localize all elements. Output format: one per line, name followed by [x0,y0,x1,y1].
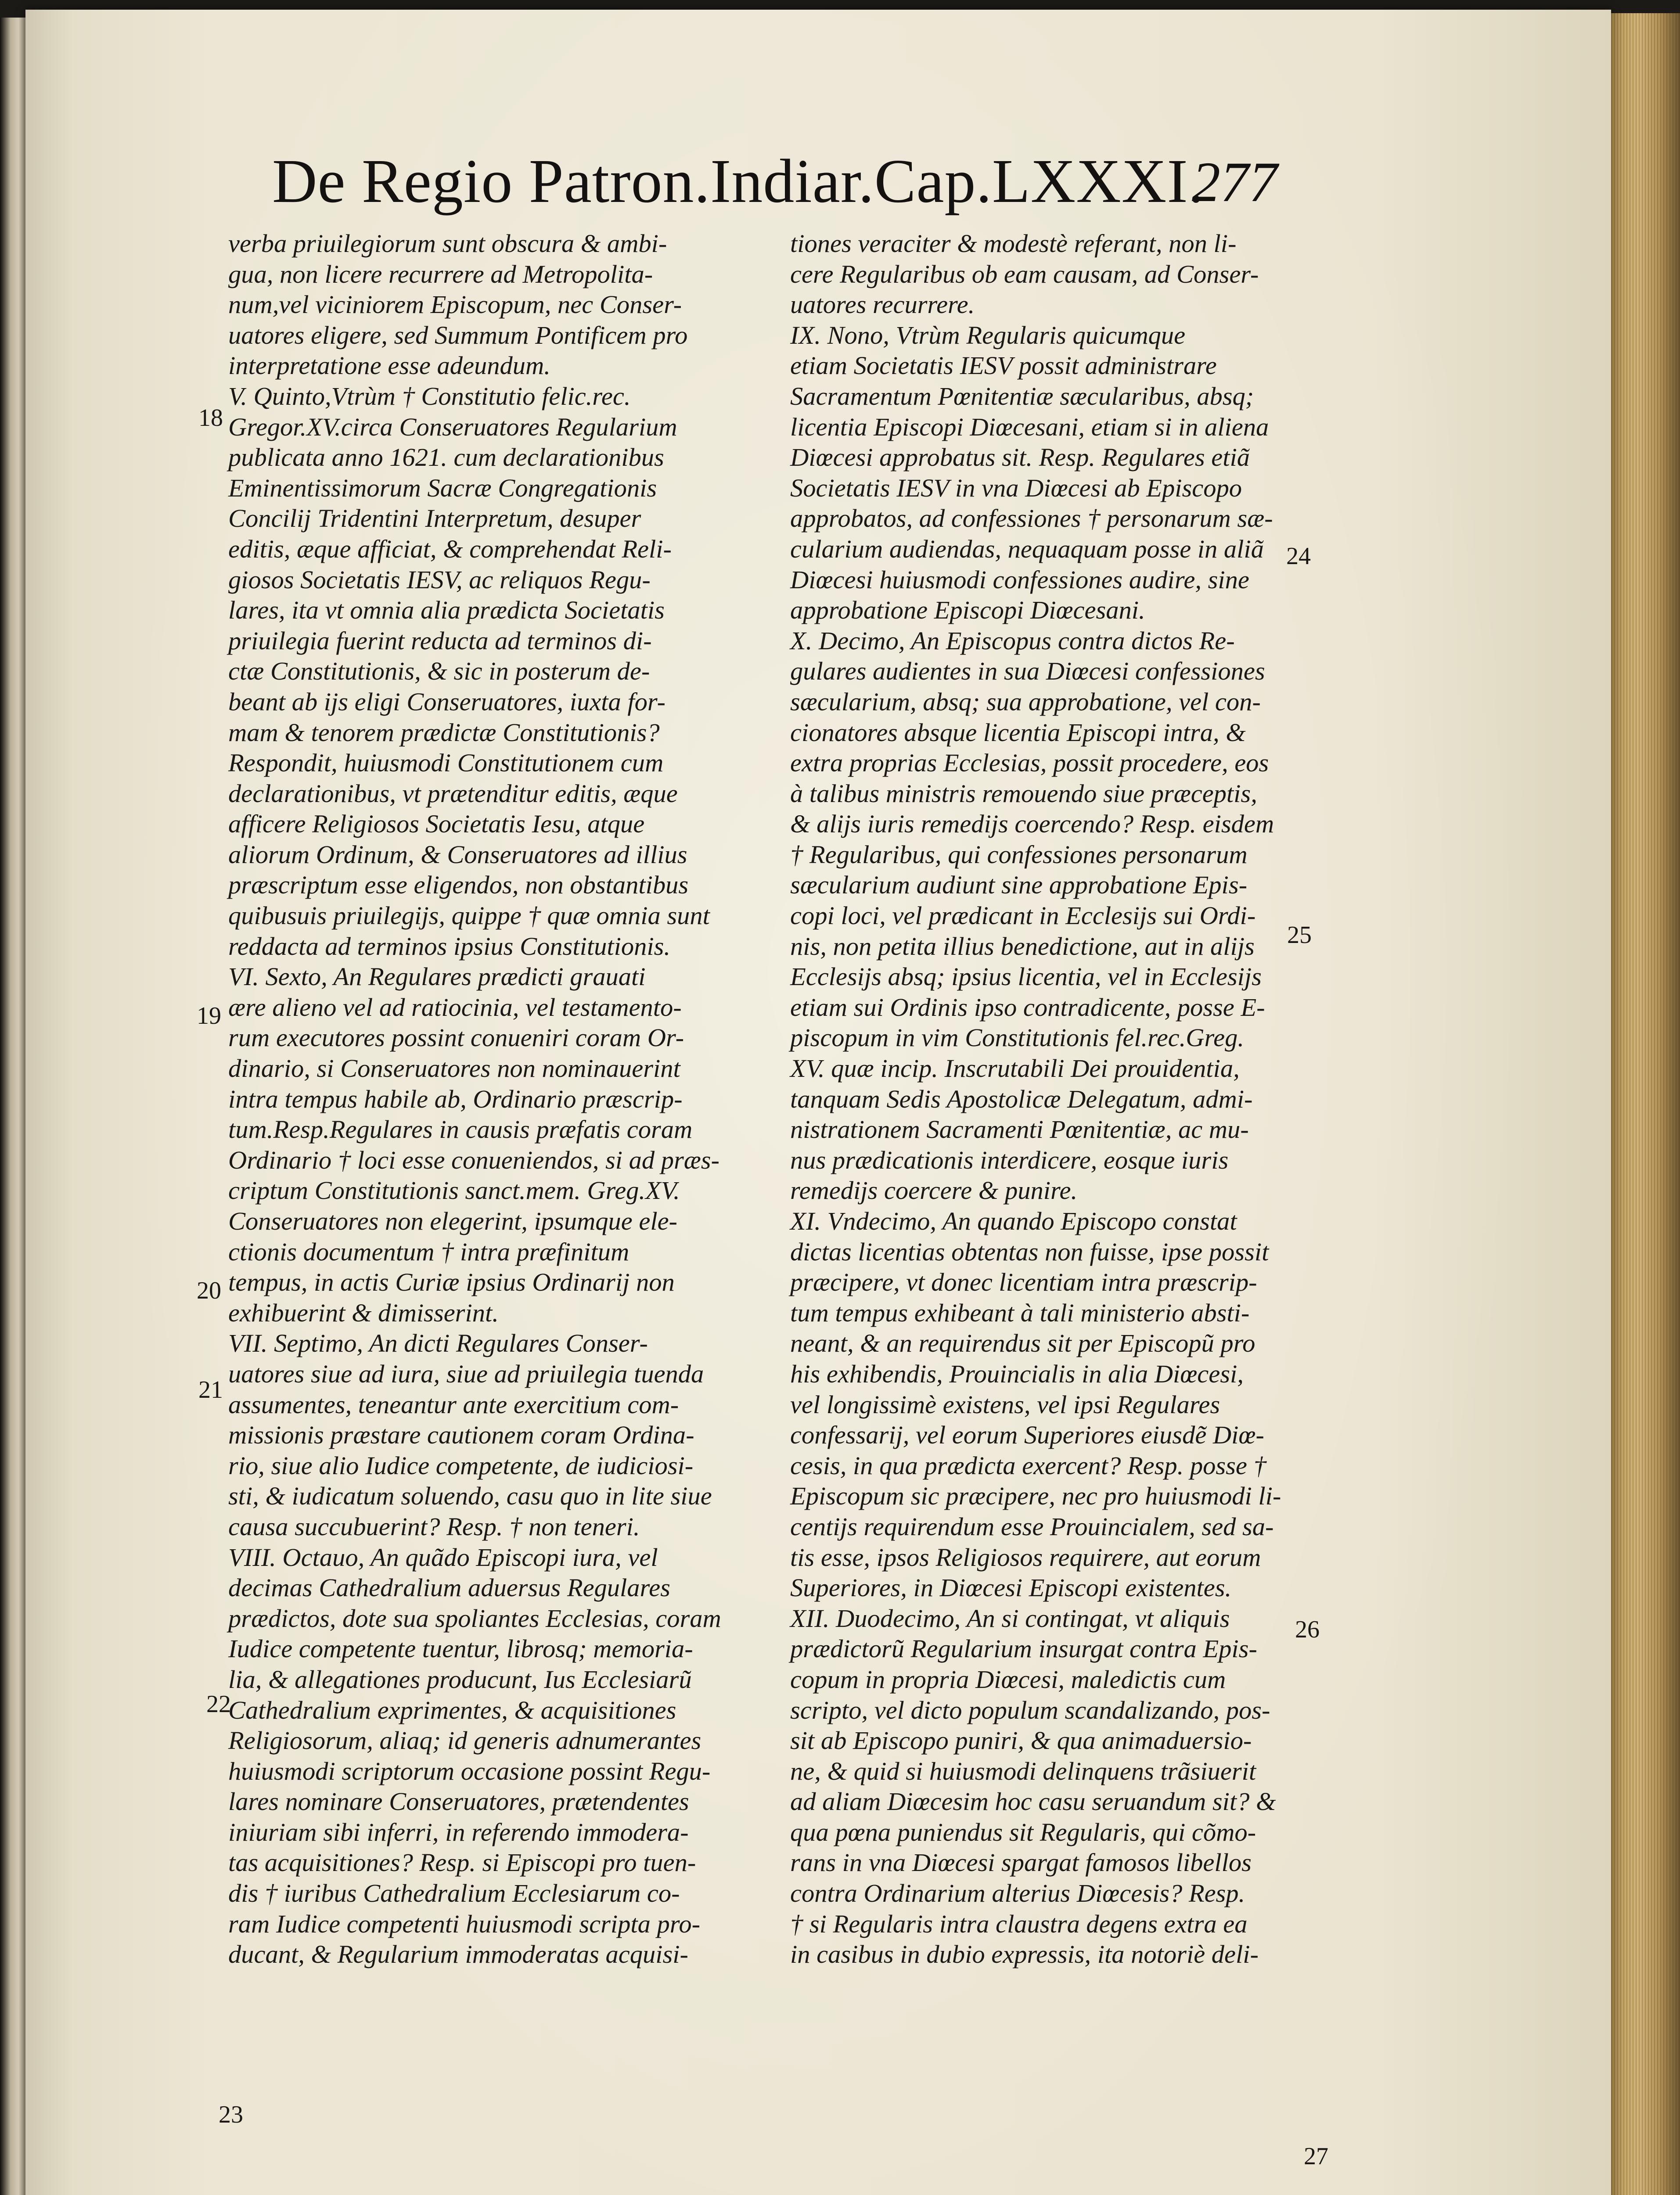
left-column-line: Gregor.XV.circa Conseruatores Regularium [228,412,677,441]
left-column-line: lares nominare Conseruatores, prætendentes [228,1787,689,1816]
right-column-line: cere Regularibus ob eam causam, ad Conser- [790,259,1259,288]
left-column-line: Conseruatores non elegerint, ipsumque ele- [228,1207,678,1235]
right-column-line: XI. Vndecimo, An quando Episcopo constat [790,1207,1237,1235]
right-column-line: contra Ordinarium alterius Diœcesis? Resp. [790,1879,1245,1908]
left-column-line: aliorum Ordinum, & Conseruatores ad illius [228,840,687,869]
right-column-line: confessarij, vel eorum Superiores eiusdẽ Diœ- [790,1421,1264,1450]
left-column-line: VI. Sexto, An Regulares prædicti grauati [228,962,646,991]
left-column-line: decimas Cathedralium aduersus Regulares [228,1573,670,1602]
right-column-line: remedijs coercere & punire. [790,1176,1078,1205]
right-column-line: nus prædicationis interdicere, eosque iuris [790,1145,1229,1174]
right-column-line: in casibus in dubio expressis, ita notoriè deli- [790,1940,1259,1969]
right-column-line: tum tempus exhibeant à tali ministerio absti- [790,1298,1250,1327]
left-column-line: ære alieno vel ad ratiocinia, vel testamento- [228,993,682,1022]
left-column-line: Concilij Tridentini Interpretum, desuper [228,504,641,533]
left-column-line: præscriptum esse eligendos, non obstantibus [228,871,689,900]
right-column-line: approbatos, ad confessiones † personarum sæ- [790,504,1273,533]
right-text-column [790,228,1317,1970]
left-column-line: rum executores possint conueniri coram Or- [228,1023,684,1052]
right-column-line: tanquam Sedis Apostolicæ Delegatum, admi- [790,1084,1253,1113]
left-column-line: ctæ Constitutionis, & sic in posterum de- [228,657,650,686]
left-column-line: uatores siue ad iura, siue ad priuilegia tuenda [228,1359,704,1388]
left-column-line: exhibuerint & dimisserint. [228,1298,499,1327]
right-column-line: gulares audientes in sua Diœcesi confessiones [790,657,1265,686]
right-column-line: Societatis IESV in vna Diœcesi ab Episcopo [790,473,1242,502]
right-column-line: extra proprias Ecclesias, possit procedere, eos [790,748,1269,777]
book-fore-edge [1611,13,1680,2195]
left-column-line: iniuriam sibi inferri, in referendo immodera- [228,1817,689,1846]
left-column-line: Respondit, huiusmodi Constitutionem cum [228,748,664,777]
right-column-line: vel longissimè existens, vel ipsi Regulares [790,1390,1220,1419]
right-column-line: uatores recurrere. [790,290,975,319]
left-column-line: editis, æque afficiat, & comprehendat Reli- [228,534,672,563]
right-column-line: nistrationem Sacramenti Pœnitentiæ, ac mu- [790,1115,1249,1144]
left-column-line: prædictos, dote sua spoliantes Ecclesias, coram [228,1604,721,1633]
left-column-line: dinario, si Conseruatores non nominauerint [228,1054,680,1083]
left-column-line: intra tempus habile ab, Ordinario præscrip- [228,1084,683,1113]
right-column-line: sæcularium audiunt sine approbatione Epis- [790,871,1248,900]
right-column-line: copi loci, vel prædicant in Ecclesijs sui Ordi- [790,901,1256,930]
left-column-line: verba priuilegiorum sunt obscura & ambi- [228,229,667,258]
left-column-line: beant ab ijs eligi Conseruatores, iuxta for- [228,687,666,716]
right-column-line: XII. Duodecimo, An si contingat, vt aliquis [790,1604,1230,1633]
left-column-line: mam & tenorem prædictæ Constitutionis? [228,718,660,747]
right-column-line: XV. quæ incip. Inscrutabili Dei prouidentia, [790,1054,1240,1083]
left-column-line: Iudice competente tuentur, librosq; memoria- [228,1634,693,1663]
right-column-line: Episcopum sic præcipere, nec pro huiusmodi li- [790,1482,1281,1511]
left-column-line: missionis præstare cautionem coram Ordina- [228,1421,694,1450]
right-column-line: scripto, vel dicto populum scandalizando, pos- [790,1695,1270,1724]
right-column-line: Sacramentum Pœnitentiæ sæcularibus, absq; [790,381,1254,410]
left-column-line: priuilegia fuerint reducta ad terminos di- [228,626,652,655]
left-column-line: tas acquisitiones? Resp. si Episcopi pro tuen- [228,1848,696,1877]
left-column-line: reddacta ad terminos ipsius Constitutionis. [228,932,671,961]
left-column-line: interpretatione esse adeundum. [228,351,550,380]
left-text-column [228,228,746,1970]
right-column-line: tis esse, ipsos Religiosos requirere, aut eorum [790,1543,1261,1572]
right-column-line: Superiores, in Diœcesi Episcopi existentes. [790,1573,1232,1602]
left-column-line: tum.Resp.Regulares in causis præfatis coram [228,1115,693,1144]
left-column-line: tempus, in actis Curiæ ipsius Ordinarij non [228,1268,675,1297]
left-column-line: VII. Septimo, An dicti Regulares Conser- [228,1329,648,1358]
right-column-line: licentia Episcopi Diœcesani, etiam si in aliena [790,412,1269,441]
margin-number-26: 26 [1295,1616,1320,1643]
right-column-line: sit ab Episcopo puniri, & qua animaduersio- [790,1726,1252,1755]
right-column-line: † Regularibus, qui confessiones personarum [790,840,1248,869]
left-column-line: Religiosorum, aliaq; id generis adnumerantes [228,1726,701,1755]
left-column-line: afficere Religiosos Societatis Iesu, atque [228,810,645,838]
left-column-line: V. Quinto,Vtrùm † Constitutio felic.rec. [228,381,631,410]
right-column-line: ne, & quid si huiusmodi delinquens trãsiuerit [790,1756,1256,1785]
margin-number-20: 20 [197,1277,221,1304]
right-column-line: sæcularium, absq; sua approbatione, vel con- [790,687,1261,716]
margin-number-18: 18 [198,404,223,432]
left-column-line: assumentes, teneantur ante exercitium com- [228,1390,679,1419]
left-column-line: publicata anno 1621. cum declarationibus [228,443,664,472]
right-column-line: cularium audiendas, nequaquam posse in aliã [790,534,1264,563]
right-column-line: præcipere, vt donec licentiam intra præscrip- [790,1268,1257,1297]
left-column-line: huiusmodi scriptorum occasione possint Regu- [228,1756,711,1785]
left-column-line: VIII. Octauo, An quãdo Episcopi iura, vel [228,1543,658,1572]
right-column-line: Diœcesi approbatus sit. Resp. Regulares etiã [790,443,1250,472]
right-column-line: tiones veraciter & modestè referant, non li- [790,229,1237,258]
right-column-line: nis, non petita illius benedictione, aut in alijs [790,932,1255,961]
right-column-line: cesis, in qua prædicta exercent? Resp. posse † [790,1451,1266,1480]
margin-number-21: 21 [198,1376,223,1403]
right-column-line: his exhibendis, Prouincialis in alia Diœcesi, [790,1359,1244,1388]
margin-number-19: 19 [197,1002,221,1029]
left-column-line: Ordinario † loci esse conueniendos, si ad præs- [228,1145,720,1174]
left-column-line: ducant, & Regularium immoderatas acquisi- [228,1940,689,1969]
left-column-line: uatores eligere, sed Summum Pontificem pro [228,320,688,349]
right-column-line: rans in vna Diœcesi spargat famosos libellos [790,1848,1252,1877]
right-column-line: centijs requirendum esse Prouincialem, sed sa- [790,1512,1274,1541]
left-column-line: sti, & iudicatum soluendo, casu quo in lite siue [228,1482,712,1511]
margin-number-23: 23 [219,2101,243,2128]
left-column-line: criptum Constitutionis sanct.mem. Greg.XV. [228,1176,680,1205]
facing-page-edge [0,18,26,2195]
right-column-line: piscopum in vim Constitutionis fel.rec.Greg. [790,1023,1244,1052]
left-column-line: ram Iudice competenti huiusmodi scripta pro- [228,1909,701,1938]
right-column-line: à talibus ministris remouendo siue præceptis, [790,779,1257,808]
running-title: De Regio Patron.Indiar.Cap.LXXXI. [272,146,1205,216]
left-column-line: Eminentissimorum Sacræ Congregationis [228,473,657,502]
left-column-line: giosos Societatis IESV, ac reliquos Regu- [228,565,651,594]
margin-number-22: 22 [206,1691,231,1718]
left-column-line: lia, & allegationes producunt, Ius Ecclesiarũ [228,1665,692,1694]
left-column-line: dis † iuribus Cathedralium Ecclesiarum co- [228,1879,680,1908]
right-column-line: Diœcesi huiusmodi confessiones audire, sine [790,565,1249,594]
margin-number-27: 27 [1304,2143,1328,2170]
right-column-line: etiam sui Ordinis ipso contradicente, posse E- [790,993,1265,1022]
right-column-line: cionatores absque licentia Episcopi intra, & [790,718,1246,747]
right-column-line: approbatione Episcopi Diœcesani. [790,596,1145,625]
right-column-line: X. Decimo, An Episcopus contra dictos Re- [790,626,1235,655]
right-column-line: prædictorũ Regularium insurgat contra Epis- [790,1634,1257,1663]
right-column-line: IX. Nono, Vtrùm Regularis quicumque [790,320,1186,349]
right-column-line: ad aliam Diœcesim hoc casu seruandum sit? & [790,1787,1276,1816]
left-column-line: ctionis documentum † intra præfinitum [228,1237,630,1266]
right-column-line: qua pœna puniendus sit Regularis, qui cõmo- [790,1817,1256,1846]
page-number: 277 [1192,151,1277,214]
right-column-line: & alijs iuris remedijs coercendo? Resp. eisdem [790,810,1274,838]
right-column-line: neant, & an requirendus sit per Episcopũ pro [790,1329,1256,1358]
right-column-line: † si Regularis intra claustra degens extra ea [790,1909,1248,1938]
margin-number-24: 24 [1286,543,1311,570]
right-column-line: Ecclesijs absq; ipsius licentia, vel in Ecclesijs [790,962,1262,991]
left-column-line: declarationibus, vt prætenditur editis, æque [228,779,678,808]
left-column-line: causa succubuerint? Resp. † non teneri. [228,1512,640,1541]
right-column-line: etiam Societatis IESV possit administrare [790,351,1217,380]
left-column-line: Cathedralium exprimentes, & acquisitiones [228,1695,676,1724]
margin-number-25: 25 [1287,921,1312,949]
left-column-line: rio, siue alio Iudice competente, de iudiciosi- [228,1451,694,1480]
right-column-line: dictas licentias obtentas non fuisse, ipse possit [790,1237,1269,1266]
left-column-line: lares, ita vt omnia alia prædicta Societatis [228,596,665,625]
right-column-line: copum in propria Diœcesi, maledictis cum [790,1665,1226,1694]
left-column-line: quibusuis priuilegijs, quippe † quæ omnia sunt [228,901,710,930]
left-column-line: num,vel viciniorem Episcopum, nec Conser- [228,290,682,319]
left-column-line: gua, non licere recurrere ad Metropolita- [228,259,653,288]
